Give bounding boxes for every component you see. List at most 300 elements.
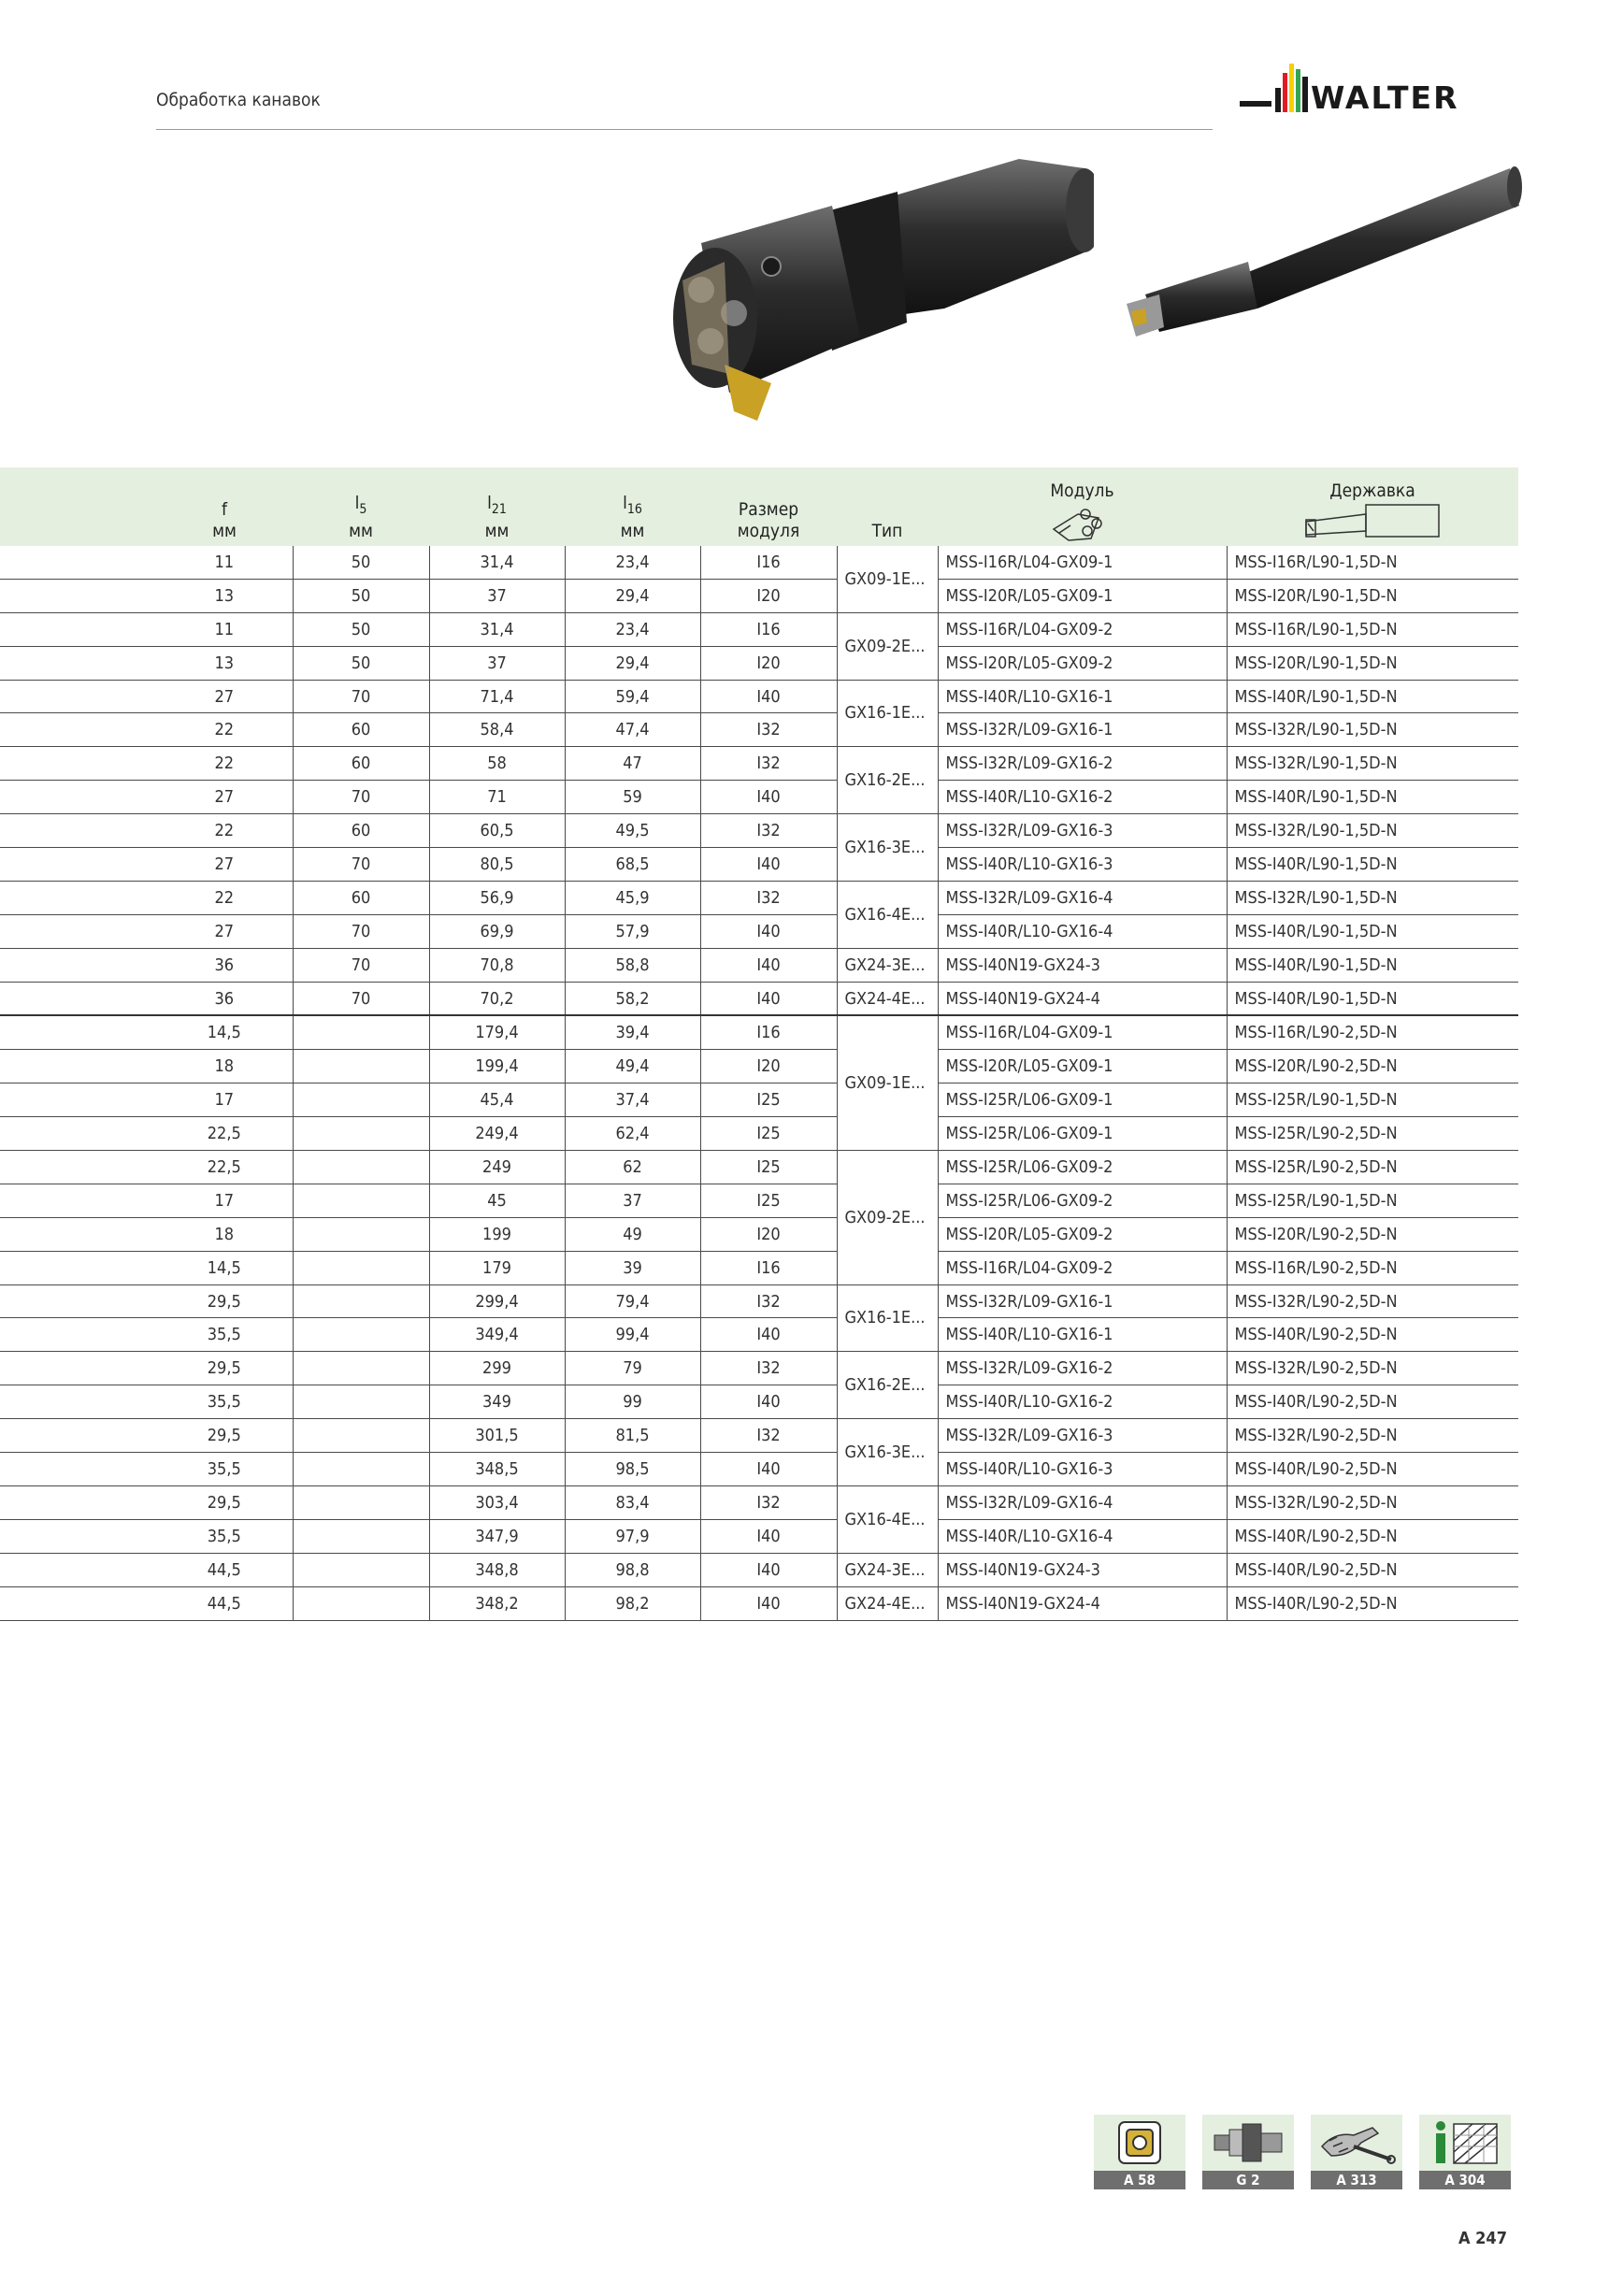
cell-l5 — [293, 1217, 429, 1251]
cell-size: I20 — [700, 646, 837, 680]
cell-l21: 71,4 — [429, 680, 565, 713]
cell-l21: 70,2 — [429, 982, 565, 1015]
cell-type: GX16-3E... — [837, 1419, 938, 1486]
table-row — [0, 612, 1518, 646]
row-blank-cell — [0, 1184, 156, 1217]
cell-type: GX16-2E... — [837, 747, 938, 814]
cell-size: I40 — [700, 1318, 837, 1352]
cell-size: I20 — [700, 579, 837, 612]
table-row — [0, 881, 1518, 914]
cell-l21: 249 — [429, 1151, 565, 1184]
cell-module: MSS-I32R/L09-GX16-3 — [938, 814, 1227, 848]
cell-module: MSS-I25R/L06-GX09-1 — [938, 1117, 1227, 1151]
cell-size: I32 — [700, 1284, 837, 1318]
cell-size: I32 — [700, 713, 837, 747]
cell-l16: 23,4 — [565, 546, 700, 579]
table-row — [0, 1453, 1518, 1486]
row-blank-cell — [0, 848, 156, 882]
cell-module: MSS-I40R/L10-GX16-3 — [938, 848, 1227, 882]
cell-module: MSS-I32R/L09-GX16-4 — [938, 881, 1227, 914]
cell-holder: MSS-I20R/L90-2,5D-N — [1227, 1217, 1518, 1251]
row-blank-cell — [0, 1385, 156, 1419]
cell-l16: 98,8 — [565, 1553, 700, 1586]
cell-module: MSS-I32R/L09-GX16-2 — [938, 747, 1227, 781]
cell-size: I32 — [700, 1352, 837, 1385]
row-blank-cell — [0, 1586, 156, 1620]
row-blank-cell — [0, 680, 156, 713]
cell-size: I40 — [700, 1519, 837, 1553]
cell-holder: MSS-I40R/L90-2,5D-N — [1227, 1519, 1518, 1553]
cell-l5 — [293, 1485, 429, 1519]
cell-l5 — [293, 1519, 429, 1553]
cell-l5: 50 — [293, 612, 429, 646]
cell-holder: MSS-I40R/L90-2,5D-N — [1227, 1586, 1518, 1620]
cell-l21: 45 — [429, 1184, 565, 1217]
cell-l21: 56,9 — [429, 881, 565, 914]
cell-module: MSS-I40N19-GX24-4 — [938, 982, 1227, 1015]
cell-holder: MSS-I32R/L90-2,5D-N — [1227, 1485, 1518, 1519]
cell-l5: 60 — [293, 713, 429, 747]
cell-holder: MSS-I40R/L90-2,5D-N — [1227, 1553, 1518, 1586]
cell-holder: MSS-I32R/L90-1,5D-N — [1227, 747, 1518, 781]
col-type-header: Тип — [837, 467, 938, 546]
row-blank-cell — [0, 1485, 156, 1519]
cell-l5 — [293, 1352, 429, 1385]
row-blank-cell — [0, 1251, 156, 1284]
row-blank-cell — [0, 1453, 156, 1486]
table-row — [0, 1050, 1518, 1083]
cell-module: MSS-I20R/L05-GX09-2 — [938, 646, 1227, 680]
table-header-row — [0, 467, 1518, 546]
table-row — [0, 747, 1518, 781]
cell-size: I40 — [700, 948, 837, 982]
cell-l16: 98,2 — [565, 1586, 700, 1620]
cell-module: MSS-I20R/L05-GX09-1 — [938, 579, 1227, 612]
row-blank-cell — [0, 1519, 156, 1553]
cell-l21: 58,4 — [429, 713, 565, 747]
cell-holder: MSS-I32R/L90-2,5D-N — [1227, 1352, 1518, 1385]
cell-f: 11 — [156, 612, 293, 646]
cell-size: I40 — [700, 680, 837, 713]
table-row — [0, 579, 1518, 612]
cell-l16: 68,5 — [565, 848, 700, 882]
table-row — [0, 1117, 1518, 1151]
cell-f: 22 — [156, 881, 293, 914]
cell-module: MSS-I16R/L04-GX09-1 — [938, 1015, 1227, 1049]
cell-f: 22,5 — [156, 1117, 293, 1151]
logo-text: WALTER — [1311, 79, 1459, 116]
table-row — [0, 848, 1518, 882]
cell-l21: 31,4 — [429, 546, 565, 579]
cell-l5 — [293, 1184, 429, 1217]
ref-clamping-label: G 2 — [1202, 2171, 1294, 2189]
cell-l21: 31,4 — [429, 612, 565, 646]
cell-l21: 69,9 — [429, 914, 565, 948]
cell-f: 44,5 — [156, 1586, 293, 1620]
cell-l5: 60 — [293, 747, 429, 781]
cell-l16: 58,8 — [565, 948, 700, 982]
col-f-header: f мм — [156, 467, 293, 546]
cell-l5 — [293, 1284, 429, 1318]
ref-info-label: A 304 — [1419, 2171, 1511, 2189]
table-row — [0, 713, 1518, 747]
cell-f: 27 — [156, 680, 293, 713]
cell-l5: 60 — [293, 814, 429, 848]
cell-module: MSS-I40R/L10-GX16-2 — [938, 1385, 1227, 1419]
cell-f: 22 — [156, 814, 293, 848]
cell-size: I25 — [700, 1151, 837, 1184]
table-row — [0, 781, 1518, 814]
cell-module: MSS-I32R/L09-GX16-2 — [938, 1352, 1227, 1385]
cell-l21: 37 — [429, 579, 565, 612]
cell-l16: 99 — [565, 1385, 700, 1419]
cell-l5 — [293, 1015, 429, 1049]
cell-holder: MSS-I32R/L90-1,5D-N — [1227, 881, 1518, 914]
table-row — [0, 1519, 1518, 1553]
table-row — [0, 1284, 1518, 1318]
cell-holder: MSS-I40R/L90-2,5D-N — [1227, 1318, 1518, 1352]
table-row — [0, 546, 1518, 579]
cell-l21: 301,5 — [429, 1419, 565, 1453]
cell-size: I16 — [700, 1015, 837, 1049]
ref-tightening-label: A 313 — [1311, 2171, 1402, 2189]
cell-type: GX16-1E... — [837, 680, 938, 747]
cell-type: GX09-1E... — [837, 546, 938, 612]
cell-module: MSS-I40N19-GX24-3 — [938, 948, 1227, 982]
cell-l16: 47,4 — [565, 713, 700, 747]
cell-module: MSS-I25R/L06-GX09-2 — [938, 1151, 1227, 1184]
table-row — [0, 1419, 1518, 1453]
cell-l21: 58 — [429, 747, 565, 781]
svg-text:WALTER — [1311, 79, 1459, 116]
holder-icon — [1302, 501, 1443, 540]
ref-info[interactable] — [1419, 2115, 1511, 2189]
table-row — [0, 1217, 1518, 1251]
cell-l5: 50 — [293, 646, 429, 680]
walter-logo — [1240, 60, 1520, 120]
section-title: Обработка канавок — [156, 90, 321, 110]
cell-l21: 60,5 — [429, 814, 565, 848]
cell-f: 29,5 — [156, 1284, 293, 1318]
cell-holder: MSS-I40R/L90-1,5D-N — [1227, 914, 1518, 948]
table-row — [0, 1318, 1518, 1352]
cell-holder: MSS-I16R/L90-2,5D-N — [1227, 1015, 1518, 1049]
cell-size: I40 — [700, 1453, 837, 1486]
cell-type: GX24-3E... — [837, 1553, 938, 1586]
col-module-header: Модуль — [938, 467, 1227, 546]
row-blank-cell — [0, 1050, 156, 1083]
cell-size: I40 — [700, 781, 837, 814]
cell-l21: 249,4 — [429, 1117, 565, 1151]
cell-f: 18 — [156, 1050, 293, 1083]
cell-size: I20 — [700, 1217, 837, 1251]
cell-f: 18 — [156, 1217, 293, 1251]
cell-size: I40 — [700, 1586, 837, 1620]
row-blank-cell — [0, 781, 156, 814]
row-blank-cell — [0, 1217, 156, 1251]
row-blank-cell — [0, 579, 156, 612]
cell-l21: 348,8 — [429, 1553, 565, 1586]
cell-size: I32 — [700, 881, 837, 914]
cell-l16: 98,5 — [565, 1453, 700, 1486]
cell-holder: MSS-I20R/L90-1,5D-N — [1227, 579, 1518, 612]
table-row — [0, 1352, 1518, 1385]
cell-f: 44,5 — [156, 1553, 293, 1586]
cell-holder: MSS-I16R/L90-1,5D-N — [1227, 546, 1518, 579]
cell-l5 — [293, 1453, 429, 1486]
cell-l16: 62 — [565, 1151, 700, 1184]
cell-l16: 29,4 — [565, 646, 700, 680]
row-blank-cell — [0, 1117, 156, 1151]
cell-f: 14,5 — [156, 1251, 293, 1284]
row-blank-cell — [0, 814, 156, 848]
cell-f: 36 — [156, 982, 293, 1015]
table-row — [0, 948, 1518, 982]
cell-f: 36 — [156, 948, 293, 982]
ref-clamping[interactable] — [1202, 2115, 1294, 2189]
table-row — [0, 646, 1518, 680]
cell-l5 — [293, 1251, 429, 1284]
cell-l21: 303,4 — [429, 1485, 565, 1519]
cell-l16: 49,4 — [565, 1050, 700, 1083]
cell-l16: 39 — [565, 1251, 700, 1284]
ref-tightening[interactable] — [1311, 2115, 1402, 2189]
cell-l21: 71 — [429, 781, 565, 814]
cell-l21: 199 — [429, 1217, 565, 1251]
cell-module: MSS-I32R/L09-GX16-1 — [938, 1284, 1227, 1318]
cell-size: I40 — [700, 1553, 837, 1586]
cell-holder: MSS-I32R/L90-1,5D-N — [1227, 713, 1518, 747]
page-number: A 247 — [1458, 2229, 1507, 2248]
cell-type: GX16-1E... — [837, 1284, 938, 1352]
cell-type: GX24-3E... — [837, 948, 938, 982]
cell-module: MSS-I20R/L05-GX09-1 — [938, 1050, 1227, 1083]
cell-holder: MSS-I40R/L90-1,5D-N — [1227, 948, 1518, 982]
cell-f: 11 — [156, 546, 293, 579]
cell-l16: 37 — [565, 1184, 700, 1217]
cell-holder: MSS-I20R/L90-2,5D-N — [1227, 1050, 1518, 1083]
col-size-header: Размер модуля — [700, 467, 837, 546]
cell-l5 — [293, 1318, 429, 1352]
row-blank-cell — [0, 1284, 156, 1318]
cell-module: MSS-I32R/L09-GX16-1 — [938, 713, 1227, 747]
row-blank-cell — [0, 646, 156, 680]
cell-size: I25 — [700, 1117, 837, 1151]
cell-size: I32 — [700, 1485, 837, 1519]
cell-module: MSS-I32R/L09-GX16-3 — [938, 1419, 1227, 1453]
cell-size: I32 — [700, 814, 837, 848]
cell-module: MSS-I25R/L06-GX09-1 — [938, 1083, 1227, 1117]
cell-l5 — [293, 1553, 429, 1586]
table-row — [0, 1385, 1518, 1419]
row-blank-cell — [0, 1419, 156, 1453]
cell-holder: MSS-I40R/L90-2,5D-N — [1227, 1385, 1518, 1419]
cell-l5 — [293, 1050, 429, 1083]
cell-holder: MSS-I25R/L90-1,5D-N — [1227, 1184, 1518, 1217]
cell-module: MSS-I16R/L04-GX09-1 — [938, 546, 1227, 579]
cell-module: MSS-I40N19-GX24-3 — [938, 1553, 1227, 1586]
cell-f: 29,5 — [156, 1352, 293, 1385]
table-row — [0, 1553, 1518, 1586]
cell-l21: 179 — [429, 1251, 565, 1284]
module-icon — [1050, 501, 1115, 542]
cell-holder: MSS-I40R/L90-2,5D-N — [1227, 1453, 1518, 1486]
row-blank-cell — [0, 612, 156, 646]
cell-module: MSS-I16R/L04-GX09-2 — [938, 612, 1227, 646]
cell-type: GX24-4E... — [837, 1586, 938, 1620]
cell-holder: MSS-I40R/L90-1,5D-N — [1227, 848, 1518, 882]
cell-size: I32 — [700, 1419, 837, 1453]
table-row — [0, 1083, 1518, 1117]
cell-l5: 60 — [293, 881, 429, 914]
cell-l16: 81,5 — [565, 1419, 700, 1453]
cell-l21: 45,4 — [429, 1083, 565, 1117]
col-holder-header: Державка — [1227, 467, 1518, 546]
cell-f: 27 — [156, 914, 293, 948]
cell-module: MSS-I20R/L05-GX09-2 — [938, 1217, 1227, 1251]
cell-holder: MSS-I32R/L90-1,5D-N — [1227, 814, 1518, 848]
cell-l16: 62,4 — [565, 1117, 700, 1151]
table-row — [0, 982, 1518, 1015]
cell-l16: 45,9 — [565, 881, 700, 914]
cell-size: I40 — [700, 848, 837, 882]
col-l21-header: $l_{21}$ мм — [429, 467, 565, 546]
cell-l5: 70 — [293, 781, 429, 814]
cell-holder: MSS-I32R/L90-2,5D-N — [1227, 1419, 1518, 1453]
cell-holder: MSS-I25R/L90-1,5D-N — [1227, 1083, 1518, 1117]
cell-l5: 50 — [293, 579, 429, 612]
cell-l21: 349,4 — [429, 1318, 565, 1352]
cell-l5: 70 — [293, 948, 429, 982]
row-blank-cell — [0, 914, 156, 948]
cell-module: MSS-I40R/L10-GX16-2 — [938, 781, 1227, 814]
cell-l5 — [293, 1586, 429, 1620]
cell-l21: 348,2 — [429, 1586, 565, 1620]
cell-module: MSS-I40N19-GX24-4 — [938, 1586, 1227, 1620]
cell-type: GX24-4E... — [837, 982, 938, 1015]
table-row — [0, 1151, 1518, 1184]
cell-l21: 70,8 — [429, 948, 565, 982]
cell-l21: 347,9 — [429, 1519, 565, 1553]
cell-l16: 97,9 — [565, 1519, 700, 1553]
cell-module: MSS-I25R/L06-GX09-2 — [938, 1184, 1227, 1217]
row-blank-cell — [0, 1083, 156, 1117]
cell-size: I16 — [700, 546, 837, 579]
cell-l16: 79,4 — [565, 1284, 700, 1318]
cell-l16: 99,4 — [565, 1318, 700, 1352]
cell-type: GX09-2E... — [837, 612, 938, 680]
cell-l16: 49,5 — [565, 814, 700, 848]
cell-l16: 59,4 — [565, 680, 700, 713]
cell-type: GX16-2E... — [837, 1352, 938, 1419]
cell-module: MSS-I40R/L10-GX16-4 — [938, 1519, 1227, 1553]
cell-f: 27 — [156, 781, 293, 814]
cell-f: 27 — [156, 848, 293, 882]
cell-holder: MSS-I16R/L90-1,5D-N — [1227, 612, 1518, 646]
cell-holder: MSS-I32R/L90-2,5D-N — [1227, 1284, 1518, 1318]
cell-l16: 57,9 — [565, 914, 700, 948]
clamping-unit-icon — [1211, 2118, 1285, 2167]
cell-l21: 199,4 — [429, 1050, 565, 1083]
cell-size: I25 — [700, 1083, 837, 1117]
cell-l5: 70 — [293, 680, 429, 713]
cell-l5: 70 — [293, 914, 429, 948]
cell-l5 — [293, 1117, 429, 1151]
cell-size: I16 — [700, 1251, 837, 1284]
table-row — [0, 680, 1518, 713]
cell-type: GX16-4E... — [837, 1485, 938, 1553]
cell-f: 35,5 — [156, 1318, 293, 1352]
cell-l16: 39,4 — [565, 1015, 700, 1049]
cell-holder: MSS-I40R/L90-1,5D-N — [1227, 680, 1518, 713]
cell-size: I40 — [700, 914, 837, 948]
cell-l5 — [293, 1385, 429, 1419]
row-blank-cell — [0, 1553, 156, 1586]
cell-size: I40 — [700, 982, 837, 1015]
cell-l21: 37 — [429, 646, 565, 680]
cell-l16: 83,4 — [565, 1485, 700, 1519]
header-rule — [156, 129, 1213, 130]
cell-f: 14,5 — [156, 1015, 293, 1049]
cell-size: I32 — [700, 747, 837, 781]
col-l5-header: $l_5$ мм — [293, 467, 429, 546]
row-blank-cell — [0, 1318, 156, 1352]
cell-l16: 79 — [565, 1352, 700, 1385]
cell-size: I20 — [700, 1050, 837, 1083]
cell-f: 22 — [156, 713, 293, 747]
cell-f: 35,5 — [156, 1453, 293, 1486]
cell-f: 13 — [156, 646, 293, 680]
info-chart-icon — [1428, 2118, 1502, 2167]
ref-insert[interactable] — [1094, 2115, 1185, 2189]
cell-holder: MSS-I20R/L90-1,5D-N — [1227, 646, 1518, 680]
row-blank-cell — [0, 1015, 156, 1049]
cell-module: MSS-I32R/L09-GX16-4 — [938, 1485, 1227, 1519]
row-blank-cell — [0, 982, 156, 1015]
row-blank-cell — [0, 881, 156, 914]
cell-l16: 49 — [565, 1217, 700, 1251]
cell-l16: 23,4 — [565, 612, 700, 646]
cell-l21: 80,5 — [429, 848, 565, 882]
row-blank-cell — [0, 713, 156, 747]
ref-insert-label: A 58 — [1094, 2171, 1185, 2189]
cell-l16: 47 — [565, 747, 700, 781]
cell-l21: 299 — [429, 1352, 565, 1385]
cell-module: MSS-I40R/L10-GX16-3 — [938, 1453, 1227, 1486]
cell-f: 13 — [156, 579, 293, 612]
cell-size: I16 — [700, 612, 837, 646]
cell-holder: MSS-I16R/L90-2,5D-N — [1227, 1251, 1518, 1284]
col-l16-header: $l_{16}$ мм — [565, 467, 700, 546]
header-blank — [0, 467, 156, 546]
cell-l5: 70 — [293, 982, 429, 1015]
cell-size: I25 — [700, 1184, 837, 1217]
cell-f: 17 — [156, 1083, 293, 1117]
cell-holder: MSS-I40R/L90-1,5D-N — [1227, 781, 1518, 814]
cell-l5: 70 — [293, 848, 429, 882]
table-row — [0, 1251, 1518, 1284]
table-row — [0, 1586, 1518, 1620]
cell-holder: MSS-I25R/L90-2,5D-N — [1227, 1151, 1518, 1184]
table-row — [0, 914, 1518, 948]
cell-l5: 50 — [293, 546, 429, 579]
cell-f: 35,5 — [156, 1519, 293, 1553]
table-row — [0, 1184, 1518, 1217]
table-row — [0, 814, 1518, 848]
cell-f: 17 — [156, 1184, 293, 1217]
row-blank-cell — [0, 747, 156, 781]
cell-f: 22,5 — [156, 1151, 293, 1184]
